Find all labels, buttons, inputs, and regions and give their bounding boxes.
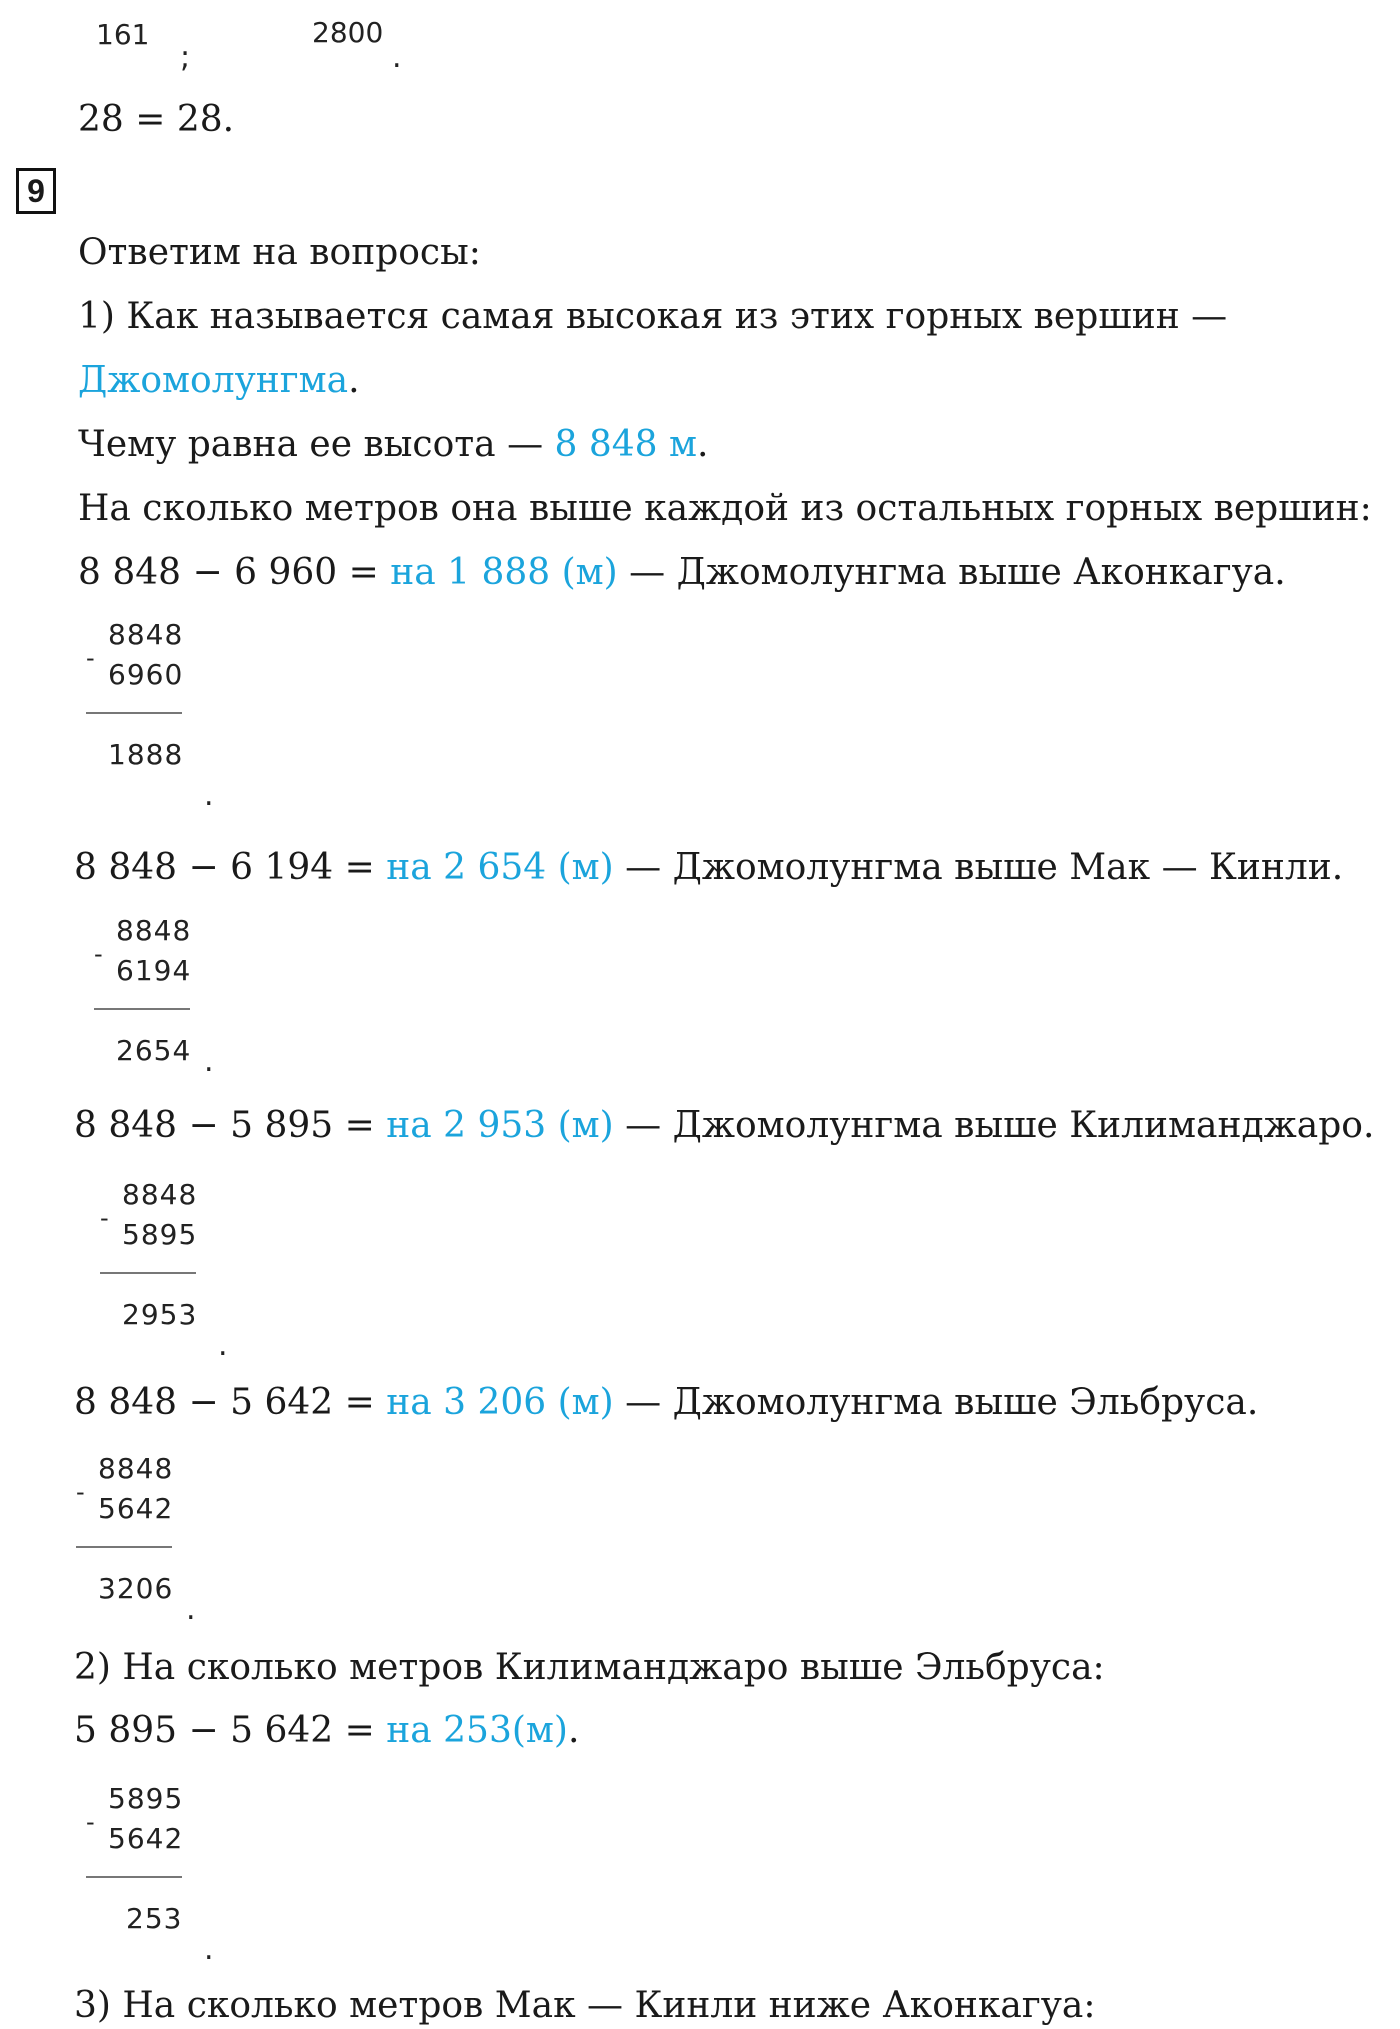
top-number-2800: 2800 <box>312 16 384 49</box>
subtraction-row <box>74 1104 1374 1148</box>
answer-end: . <box>567 1710 580 1751</box>
result-line <box>86 712 182 714</box>
compare-intro: На сколько метров она выше каждой из остальных горных вершин: <box>78 488 1372 529</box>
subtraction-row <box>74 1381 1258 1425</box>
difference: 2654 <box>116 1034 192 1067</box>
answer: на 2 654 (м) <box>386 847 614 888</box>
minus-sign: - <box>86 644 95 672</box>
task-number-box: 9 <box>16 168 56 214</box>
end-dot: . <box>218 1328 228 1363</box>
expression: 8 848 − 6 960 = <box>78 552 391 593</box>
top-number-161: 161 <box>96 18 150 51</box>
end-dot: . <box>204 1044 214 1079</box>
minus-sign: - <box>94 940 103 968</box>
expression: 8 848 − 6 194 = <box>74 847 387 888</box>
top-dot: . <box>392 40 402 75</box>
difference: 2953 <box>122 1298 198 1331</box>
expression: 8 848 − 5 642 = <box>74 1382 387 1423</box>
subtrahend: 6194 <box>116 954 192 987</box>
answer-name-end: . <box>348 360 360 401</box>
equality-line: 28 = 28. <box>78 99 235 140</box>
question-2-line: 2) На сколько метров Килиманджаро выше Эльбруса: <box>74 1647 1105 1688</box>
subtrahend: 5642 <box>108 1822 184 1855</box>
question-1-line: 1) Как называется самая высокая из этих горных вершин — <box>78 296 1228 337</box>
minus-sign: - <box>86 1808 95 1836</box>
result-line <box>94 1008 190 1010</box>
height-line <box>78 423 708 467</box>
result-line <box>100 1272 196 1274</box>
minuend: 8848 <box>116 914 192 947</box>
question-2-expression <box>74 1709 579 1753</box>
subtrahend: 6960 <box>108 658 184 691</box>
tail-text: — Джомолунгма выше Эльбруса. <box>613 1382 1259 1423</box>
expression: 5 895 − 5 642 = <box>74 1710 387 1751</box>
height-prefix: Чему равна ее высота — <box>78 424 555 465</box>
minuend: 8848 <box>108 618 184 651</box>
height-end: . <box>697 424 709 465</box>
expression: 8 848 − 5 895 = <box>74 1105 387 1146</box>
top-semicolon: ; <box>180 40 191 75</box>
intro-text: Ответим на вопросы: <box>78 232 481 273</box>
difference: 1888 <box>108 738 184 771</box>
answer: на 2 953 (м) <box>386 1105 614 1146</box>
subtraction-row <box>78 551 1286 595</box>
result-line <box>86 1876 182 1878</box>
answer-name: Джомолунгма <box>78 360 349 401</box>
height-value: 8 848 м <box>554 424 698 465</box>
tail-text: — Джомолунгма выше Килиманджаро. <box>613 1105 1375 1146</box>
answer: на 1 888 (м) <box>390 552 618 593</box>
end-dot: . <box>204 778 214 813</box>
minus-sign: - <box>100 1204 109 1232</box>
minuend: 8848 <box>98 1452 174 1485</box>
answer-name-line <box>78 359 360 403</box>
difference: 3206 <box>98 1572 174 1605</box>
subtraction-row <box>74 846 1343 890</box>
end-dot: . <box>186 1592 196 1627</box>
difference: 253 <box>126 1902 183 1935</box>
result-line <box>76 1546 172 1548</box>
tail-text: — Джомолунгма выше Мак — Кинли. <box>613 847 1344 888</box>
answer: на 253(м) <box>386 1710 568 1751</box>
minus-sign: - <box>76 1478 85 1506</box>
answer: на 3 206 (м) <box>386 1382 614 1423</box>
tail-text: — Джомолунгма выше Аконкагуа. <box>617 552 1286 593</box>
subtrahend: 5642 <box>98 1492 174 1525</box>
minuend: 8848 <box>122 1178 198 1211</box>
minuend: 5895 <box>108 1782 184 1815</box>
question-3-line: 3) На сколько метров Мак — Кинли ниже Аконкагуа: <box>74 1985 1096 2026</box>
end-dot: . <box>204 1932 214 1967</box>
subtrahend: 5895 <box>122 1218 198 1251</box>
